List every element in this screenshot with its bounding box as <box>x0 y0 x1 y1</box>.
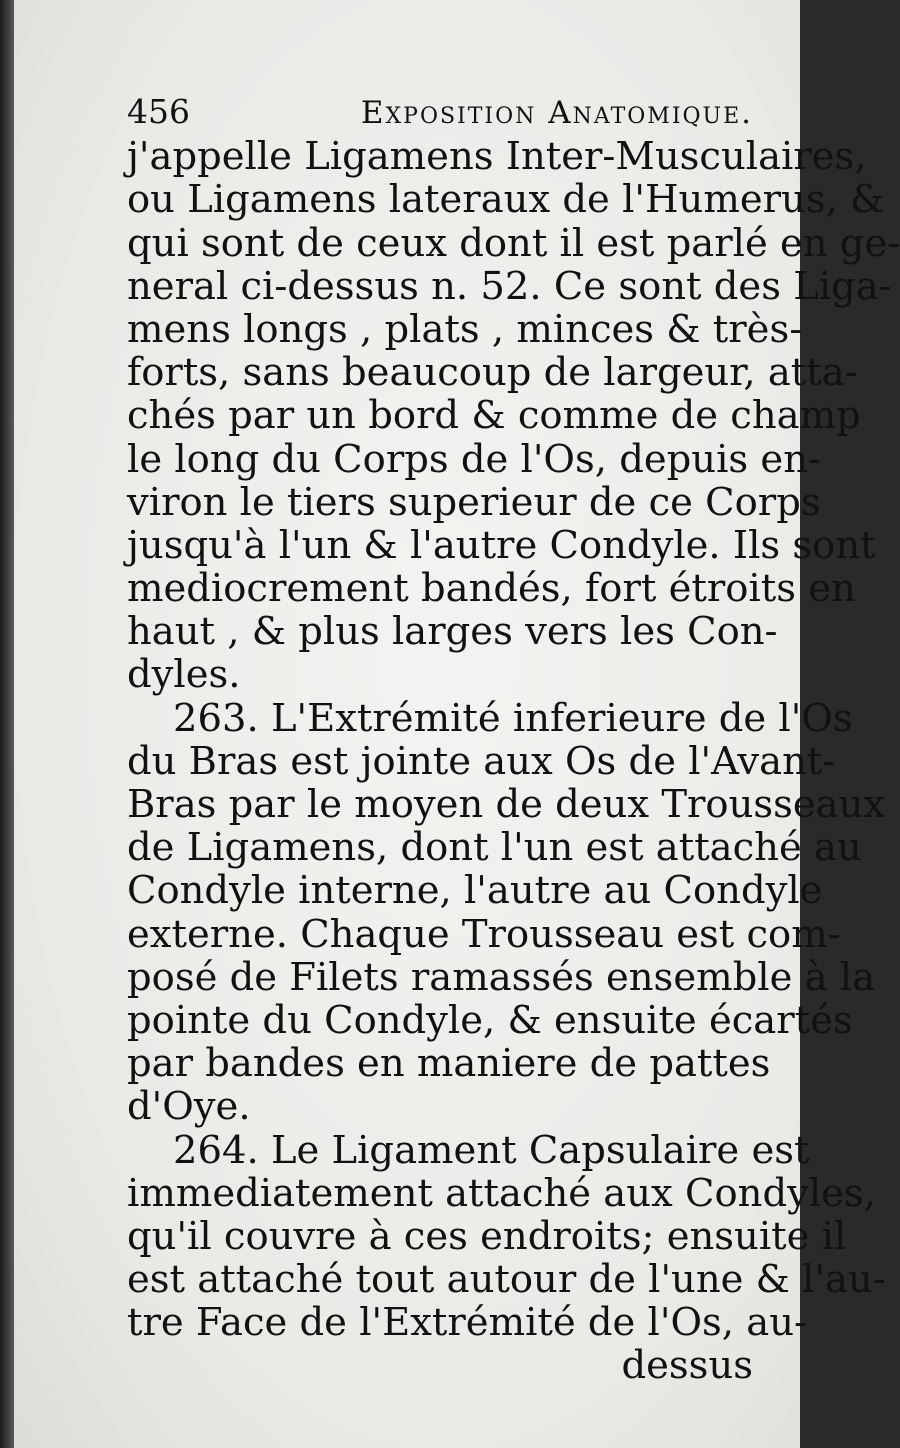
text-line: de Ligamens, dont l'un est attaché au <box>127 825 862 871</box>
text-line: viron le tiers superieur de ce Corps <box>127 479 821 525</box>
text-line: qu'il couvre à ces endroits; ensuite il <box>127 1213 847 1259</box>
page-text <box>127 90 900 1389</box>
text-line: immediatement attaché aux Condyles, <box>127 1170 876 1216</box>
text-line: du Bras est jointe aux Os de l'Avant- <box>127 738 836 784</box>
text-line: jusqu'à l'un & l'autre Condyle. Ils sont <box>127 522 876 568</box>
text-line: neral ci-dessus n. 52. Ce sont des Liga- <box>127 263 892 309</box>
text-line: ou Ligamens lateraux de l'Humerus, & <box>127 177 885 223</box>
text-line: le long du Corps de l'Os, depuis en- <box>127 436 821 482</box>
catchword: dessus <box>621 1343 753 1389</box>
book-page <box>14 0 900 1448</box>
text-line: est attaché tout autour de l'une & l'au- <box>127 1257 886 1303</box>
text-line: Bras par le moyen de deux Trousseaux <box>127 782 886 827</box>
running-header <box>127 90 753 133</box>
paragraph-263-start: 263. L'Extrémité inferieure de l'Os <box>173 695 853 741</box>
text-line: par bandes en maniere de pattes <box>127 1041 771 1087</box>
text-line: pointe du Condyle, & ensuite écartés <box>127 997 853 1043</box>
text-line: posé de Filets ramassés ensemble à la <box>127 954 876 1000</box>
text-line: mens longs , plats , minces & très- <box>127 306 803 352</box>
page-gutter-shadow <box>0 0 14 1448</box>
text-line: d'Oye. <box>127 1084 251 1130</box>
text-line: forts, sans beaucoup de largeur, atta- <box>127 350 858 396</box>
text-line: Condyle interne, l'autre au Condyle <box>127 868 823 914</box>
text-line: externe. Chaque Trousseau est com- <box>127 911 841 957</box>
running-title: Exposition Anatomique. <box>360 95 753 131</box>
text-line: j'appelle Ligamens Inter-Musculaires, <box>127 134 867 180</box>
page-number: 456 <box>127 92 190 131</box>
text-line: dyles. <box>127 652 241 698</box>
text-line: chés par un bord & comme de champ <box>127 393 861 439</box>
paragraph-264-start: 264. Le Ligament Capsulaire est <box>173 1127 810 1173</box>
text-line: mediocrement bandés, fort étroits en <box>127 566 856 612</box>
text-line: haut , & plus larges vers les Con- <box>127 609 778 655</box>
text-line: tre Face de l'Extrémité de l'Os, au- <box>127 1300 808 1346</box>
text-line: qui sont de ceux dont il est parlé en ge- <box>127 220 900 266</box>
